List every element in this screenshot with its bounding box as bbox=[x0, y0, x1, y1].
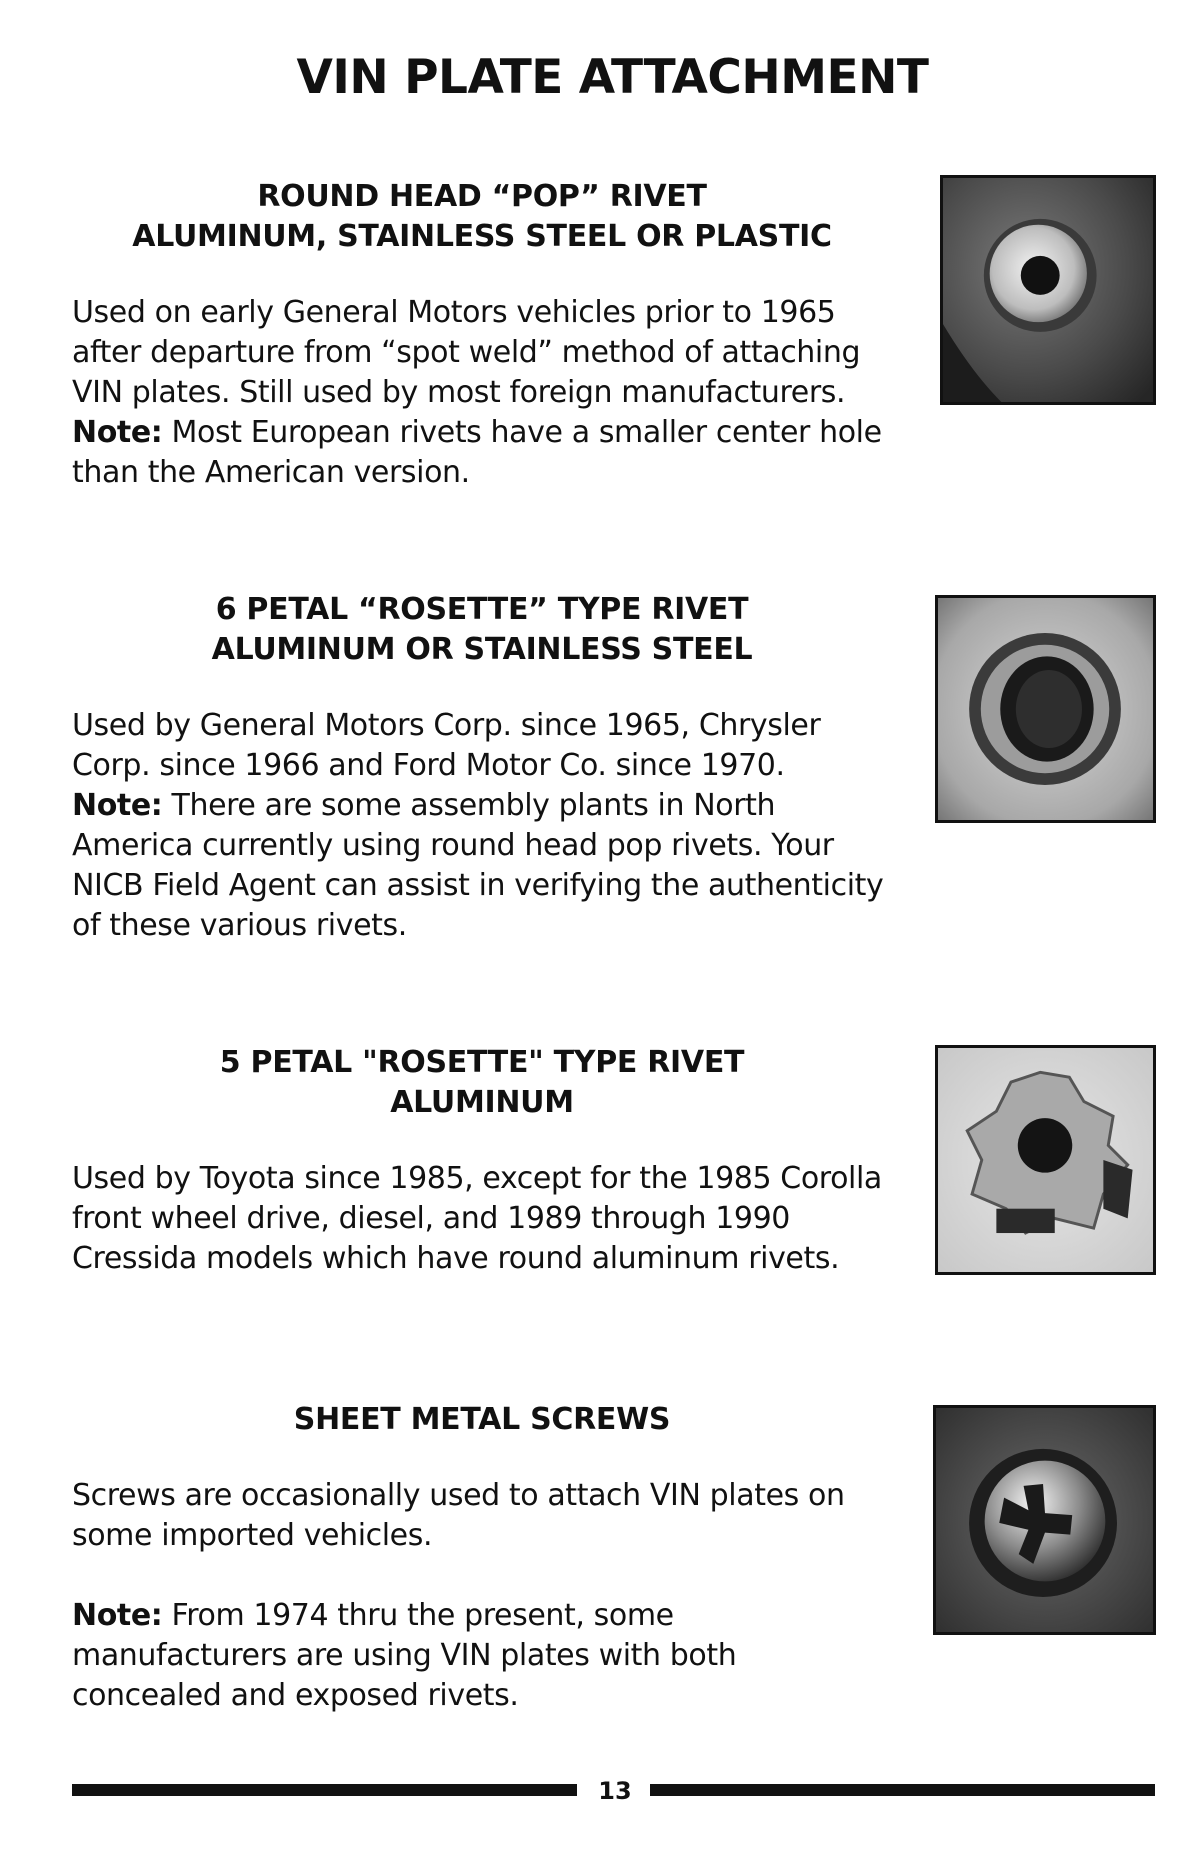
note-label: Note: bbox=[72, 1598, 163, 1633]
five-petal-rosette-rivet-photo bbox=[935, 1045, 1156, 1275]
heading-line: 5 PETAL "ROSETTE" TYPE RIVET bbox=[219, 1045, 745, 1080]
section-five-petal-rosette-rivet bbox=[72, 1043, 892, 1279]
section-heading bbox=[72, 1043, 892, 1123]
section-body bbox=[72, 1159, 892, 1279]
section-body bbox=[72, 293, 892, 493]
body-text: Used by General Motors Corp. since 1965, Chrysler Corp. since 1966 and Ford Motor Co. since 1970. bbox=[72, 708, 821, 783]
note-text: There are some assembly plants in North America currently using round head pop rivets. Your NICB Field Agent can assist in verifying the authenticity of these various rivets. bbox=[72, 788, 884, 943]
section-heading bbox=[72, 177, 892, 257]
sheet-metal-screw-photo bbox=[933, 1405, 1156, 1635]
footer-rule-right bbox=[650, 1784, 1155, 1796]
section-round-head-pop-rivet bbox=[72, 177, 892, 493]
page-title: VIN PLATE ATTACHMENT bbox=[296, 50, 929, 105]
body-text: Screws are occasionally used to attach VIN plates on some imported vehicles. bbox=[72, 1478, 845, 1553]
heading-line: 6 PETAL “ROSETTE” TYPE RIVET bbox=[215, 592, 749, 627]
heading-line: ROUND HEAD “POP” RIVET bbox=[257, 179, 707, 214]
footer-rule-left bbox=[72, 1784, 577, 1796]
section-heading bbox=[72, 590, 892, 670]
body-text: Used by Toyota since 1985, except for the 1985 Corolla front wheel drive, diesel, and 1989 through 1990 Cressida models which have round aluminum rivets. bbox=[72, 1161, 882, 1276]
note-text: From 1974 thru the present, some manufacturers are using VIN plates with both concealed and exposed rivets. bbox=[72, 1598, 737, 1713]
round-head-pop-rivet-photo bbox=[940, 175, 1156, 405]
section-six-petal-rosette-rivet bbox=[72, 590, 892, 946]
note-text: Most European rivets have a smaller center hole than the American version. bbox=[72, 415, 882, 490]
body-text: Used on early General Motors vehicles prior to 1965 after departure from “spot weld” method of attaching VIN plates. Still used by most foreign manufacturers. bbox=[72, 295, 861, 410]
section-body bbox=[72, 706, 892, 946]
heading-line: SHEET METAL SCREWS bbox=[293, 1402, 671, 1437]
heading-line: ALUMINUM bbox=[390, 1085, 574, 1120]
note-label: Note: bbox=[72, 415, 163, 450]
section-heading bbox=[72, 1400, 892, 1440]
heading-line: ALUMINUM OR STAINLESS STEEL bbox=[211, 632, 753, 667]
note-label: Note: bbox=[72, 788, 163, 823]
section-body bbox=[72, 1476, 892, 1556]
six-petal-rosette-rivet-photo bbox=[935, 595, 1156, 823]
page-number: 13 bbox=[598, 1777, 632, 1805]
heading-line: ALUMINUM, STAINLESS STEEL OR PLASTIC bbox=[132, 219, 832, 254]
section-note bbox=[72, 1596, 892, 1716]
section-sheet-metal-screws bbox=[72, 1400, 892, 1716]
